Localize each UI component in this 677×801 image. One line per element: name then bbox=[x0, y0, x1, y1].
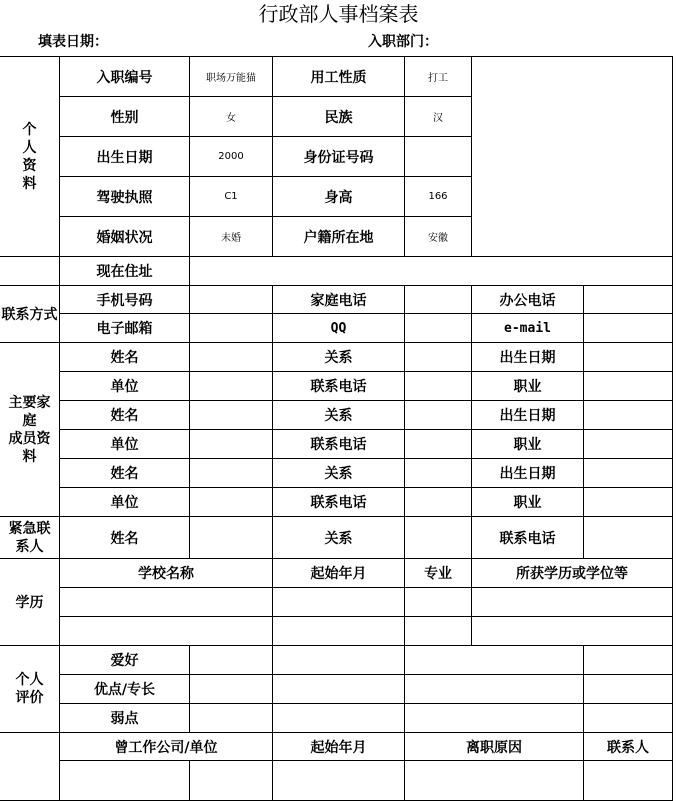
weakness-value-4[interactable] bbox=[583, 703, 673, 733]
address-value[interactable] bbox=[189, 256, 673, 286]
major-label: 专业 bbox=[404, 558, 472, 588]
weakness-value-3[interactable] bbox=[404, 703, 584, 733]
family-unit-value-3[interactable] bbox=[189, 487, 273, 517]
driver-license-value[interactable]: C1 bbox=[189, 176, 273, 217]
entry-no-value[interactable]: 职场万能猫 bbox=[189, 56, 273, 97]
height-value[interactable]: 166 bbox=[404, 176, 472, 217]
work-contact-value[interactable] bbox=[583, 760, 673, 801]
family-section-label: 主要家 庭 成员资 料 bbox=[0, 342, 60, 517]
family-job-label-1: 职业 bbox=[471, 371, 584, 401]
family-job-value-3[interactable] bbox=[583, 487, 673, 517]
id-number-value[interactable] bbox=[404, 136, 472, 177]
family-relation-value-2[interactable] bbox=[404, 400, 472, 430]
strength-value-3[interactable] bbox=[404, 674, 584, 704]
family-relation-label-3: 关系 bbox=[272, 458, 405, 488]
emergency-relation-value[interactable] bbox=[404, 516, 472, 559]
family-job-value-2[interactable] bbox=[583, 429, 673, 459]
emergency-phone-value[interactable] bbox=[583, 516, 673, 559]
previous-company-label: 曾工作公司/单位 bbox=[59, 732, 273, 761]
email-value[interactable] bbox=[189, 313, 273, 343]
strength-label: 优点/专长 bbox=[59, 674, 190, 704]
hukou-label: 户籍所在地 bbox=[272, 216, 405, 257]
mobile-value[interactable] bbox=[189, 285, 273, 314]
hobby-label: 爱好 bbox=[59, 645, 190, 675]
strength-value-2[interactable] bbox=[272, 674, 405, 704]
strength-value-4[interactable] bbox=[583, 674, 673, 704]
family-birth-label-3: 出生日期 bbox=[471, 458, 584, 488]
ethnicity-label: 民族 bbox=[272, 96, 405, 137]
weakness-label: 弱点 bbox=[59, 703, 190, 733]
family-relation-value-3[interactable] bbox=[404, 458, 472, 488]
birth-date-value[interactable]: 2000 bbox=[189, 136, 273, 177]
family-unit-label-3: 单位 bbox=[59, 487, 190, 517]
marital-status-label: 婚姻状况 bbox=[59, 216, 190, 257]
work-period-value[interactable] bbox=[272, 760, 405, 801]
family-unit-value-2[interactable] bbox=[189, 429, 273, 459]
education-period-value-1[interactable] bbox=[272, 587, 405, 617]
address-left-blank bbox=[0, 256, 60, 286]
family-birth-value-3[interactable] bbox=[583, 458, 673, 488]
e-mail-label: e-mail bbox=[471, 313, 584, 343]
degree-label: 所获学历或学位等 bbox=[471, 558, 673, 588]
major-value-1[interactable] bbox=[404, 587, 472, 617]
driver-license-label: 驾驶执照 bbox=[59, 176, 190, 217]
family-name-value-2[interactable] bbox=[189, 400, 273, 430]
personal-section-label: 个 人 资 料 bbox=[0, 56, 60, 257]
family-name-label-1: 姓名 bbox=[59, 342, 190, 372]
family-birth-label-2: 出生日期 bbox=[471, 400, 584, 430]
work-section-label bbox=[0, 732, 60, 801]
weakness-value-2[interactable] bbox=[272, 703, 405, 733]
emergency-relation-label: 关系 bbox=[272, 516, 405, 559]
evaluation-section-label: 个人 评价 bbox=[0, 645, 60, 733]
birth-date-label: 出生日期 bbox=[59, 136, 190, 177]
home-phone-label: 家庭电话 bbox=[272, 285, 405, 314]
strength-value-1[interactable] bbox=[189, 674, 273, 704]
family-relation-label-2: 关系 bbox=[272, 400, 405, 430]
degree-value-2[interactable] bbox=[471, 616, 673, 646]
office-phone-value[interactable] bbox=[583, 285, 673, 314]
major-value-2[interactable] bbox=[404, 616, 472, 646]
family-phone-label-2: 联系电话 bbox=[272, 429, 405, 459]
previous-company-value[interactable] bbox=[59, 760, 190, 801]
family-phone-label-3: 联系电话 bbox=[272, 487, 405, 517]
emergency-name-label: 姓名 bbox=[59, 516, 190, 559]
gender-label: 性别 bbox=[59, 96, 190, 137]
work-contact-label: 联系人 bbox=[583, 732, 673, 761]
work-period-label: 起始年月 bbox=[272, 732, 405, 761]
document-title: 行政部人事档案表 bbox=[258, 2, 419, 26]
education-period-label: 起始年月 bbox=[272, 558, 405, 588]
leave-reason-value[interactable] bbox=[404, 760, 584, 801]
family-phone-value-2[interactable] bbox=[404, 429, 472, 459]
height-label: 身高 bbox=[272, 176, 405, 217]
email-label: 电子邮箱 bbox=[59, 313, 190, 343]
entry-no-label: 入职编号 bbox=[59, 56, 190, 97]
emp-type-value[interactable]: 打工 bbox=[404, 56, 472, 97]
family-phone-value-1[interactable] bbox=[404, 371, 472, 401]
education-section-label: 学历 bbox=[0, 558, 60, 646]
photo-area bbox=[471, 56, 673, 257]
hobby-value-4[interactable] bbox=[583, 645, 673, 675]
contact-section-label: 联系方式 bbox=[0, 285, 60, 343]
e-mail-value[interactable] bbox=[583, 313, 673, 343]
fill-date-label: 填表日期： bbox=[38, 34, 108, 50]
gender-value[interactable]: 女 bbox=[189, 96, 273, 137]
hobby-value-1[interactable] bbox=[189, 645, 273, 675]
emergency-section-label: 紧急联 系人 bbox=[0, 516, 60, 559]
family-unit-value-1[interactable] bbox=[189, 371, 273, 401]
family-job-label-2: 职业 bbox=[471, 429, 584, 459]
entry-department-label: 入职部门： bbox=[368, 34, 438, 50]
family-job-value-1[interactable] bbox=[583, 371, 673, 401]
hukou-value[interactable]: 安徽 bbox=[404, 216, 472, 257]
emp-type-label: 用工性质 bbox=[272, 56, 405, 97]
previous-company-value-2[interactable] bbox=[189, 760, 273, 801]
emergency-name-value[interactable] bbox=[189, 516, 273, 559]
family-phone-label-1: 联系电话 bbox=[272, 371, 405, 401]
qq-value[interactable] bbox=[404, 313, 472, 343]
office-phone-label: 办公电话 bbox=[471, 285, 584, 314]
family-name-label-3: 姓名 bbox=[59, 458, 190, 488]
ethnicity-value[interactable]: 汉 bbox=[404, 96, 472, 137]
school-name-label: 学校名称 bbox=[59, 558, 273, 588]
family-birth-value-2[interactable] bbox=[583, 400, 673, 430]
family-relation-value-1[interactable] bbox=[404, 342, 472, 372]
family-unit-label-1: 单位 bbox=[59, 371, 190, 401]
family-birth-value-1[interactable] bbox=[583, 342, 673, 372]
education-period-value-2[interactable] bbox=[272, 616, 405, 646]
hobby-value-3[interactable] bbox=[404, 645, 584, 675]
qq-label: QQ bbox=[272, 313, 405, 343]
family-unit-label-2: 单位 bbox=[59, 429, 190, 459]
family-name-value-3[interactable] bbox=[189, 458, 273, 488]
family-birth-label-1: 出生日期 bbox=[471, 342, 584, 372]
family-job-label-3: 职业 bbox=[471, 487, 584, 517]
family-name-value-1[interactable] bbox=[189, 342, 273, 372]
mobile-label: 手机号码 bbox=[59, 285, 190, 314]
emergency-phone-label: 联系电话 bbox=[471, 516, 584, 559]
weakness-value-1[interactable] bbox=[189, 703, 273, 733]
school-name-value-2[interactable] bbox=[59, 616, 273, 646]
hobby-value-2[interactable] bbox=[272, 645, 405, 675]
family-relation-label-1: 关系 bbox=[272, 342, 405, 372]
degree-value-1[interactable] bbox=[471, 587, 673, 617]
id-number-label: 身份证号码 bbox=[272, 136, 405, 177]
family-name-label-2: 姓名 bbox=[59, 400, 190, 430]
home-phone-value[interactable] bbox=[404, 285, 472, 314]
leave-reason-label: 离职原因 bbox=[404, 732, 584, 761]
marital-status-value[interactable]: 未婚 bbox=[189, 216, 273, 257]
school-name-value-1[interactable] bbox=[59, 587, 273, 617]
family-phone-value-3[interactable] bbox=[404, 487, 472, 517]
address-label: 现在住址 bbox=[59, 256, 190, 286]
